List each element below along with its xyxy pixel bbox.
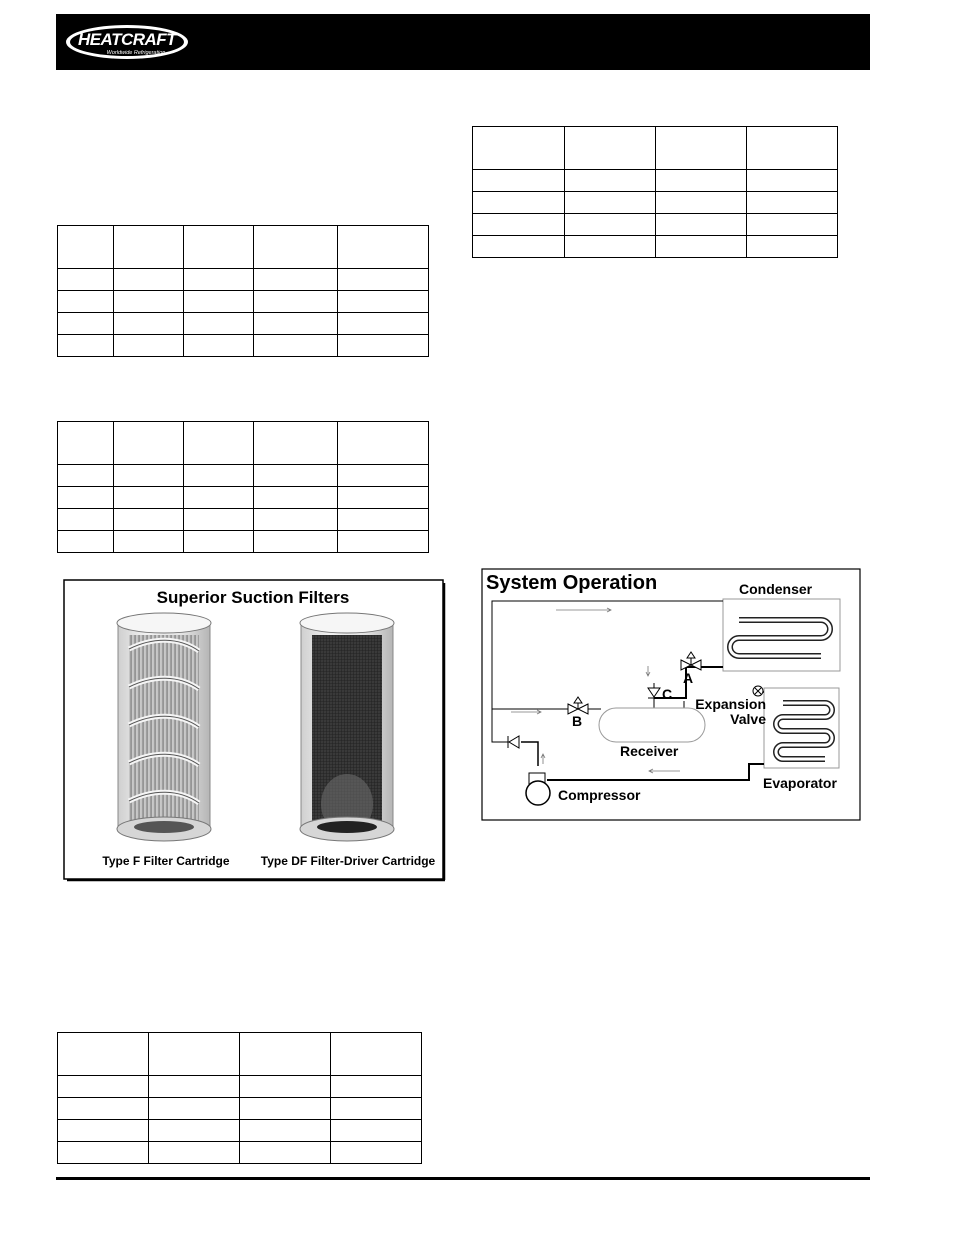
table-row bbox=[58, 1120, 422, 1142]
table-row bbox=[58, 487, 429, 509]
label-receiver: Receiver bbox=[620, 743, 679, 759]
label-valve-c: C bbox=[662, 686, 673, 702]
receiver bbox=[599, 708, 705, 742]
table-right-1 bbox=[472, 126, 838, 258]
system-operation-diagram bbox=[481, 568, 862, 822]
table-row bbox=[58, 509, 429, 531]
label-expansion-line2: Valve bbox=[730, 711, 766, 727]
table-row bbox=[58, 335, 429, 357]
logo-text: HEATCRAFT bbox=[77, 30, 177, 49]
logo-tagline: Worldwide Refrigeration bbox=[106, 50, 166, 56]
table-left-2 bbox=[57, 421, 429, 553]
expansion-valve-icon bbox=[753, 686, 763, 696]
table-row bbox=[58, 269, 429, 291]
figure-title: Superior Suction Filters bbox=[156, 588, 350, 607]
table-row bbox=[58, 1142, 422, 1164]
page-header bbox=[56, 14, 870, 70]
table-row bbox=[473, 236, 838, 258]
table-left-3 bbox=[57, 1032, 422, 1164]
type-f-filter-cartridge bbox=[117, 613, 211, 841]
table-row bbox=[58, 531, 429, 553]
label-valve-a: A bbox=[683, 670, 694, 686]
suction-filters-figure bbox=[63, 579, 446, 882]
table-header-row bbox=[58, 226, 429, 269]
table-row bbox=[58, 291, 429, 313]
label-evaporator: Evaporator bbox=[763, 775, 837, 791]
caption-type-f: Type F Filter Cartridge bbox=[102, 854, 230, 868]
table-header-row bbox=[473, 127, 838, 170]
heatcraft-logo bbox=[64, 23, 190, 61]
condenser bbox=[723, 599, 840, 671]
table-left-1 bbox=[57, 225, 429, 357]
evaporator bbox=[764, 688, 839, 768]
table-row bbox=[58, 1098, 422, 1120]
diagram-title: System Operation bbox=[486, 572, 658, 594]
table-row bbox=[58, 465, 429, 487]
table-row bbox=[473, 192, 838, 214]
table-row bbox=[473, 170, 838, 192]
label-valve-b: B bbox=[572, 713, 583, 729]
footer-rule bbox=[56, 1177, 870, 1180]
label-condenser: Condenser bbox=[739, 581, 813, 597]
table-header-row bbox=[58, 1033, 422, 1076]
type-df-filter-cartridge bbox=[300, 613, 394, 841]
table-row bbox=[473, 214, 838, 236]
label-compressor: Compressor bbox=[558, 787, 641, 803]
table-row bbox=[58, 1076, 422, 1098]
table-row bbox=[58, 313, 429, 335]
table-header-row bbox=[58, 422, 429, 465]
caption-type-df: Type DF Filter-Driver Cartridge bbox=[260, 854, 436, 868]
label-expansion-line1: Expansion bbox=[695, 696, 766, 712]
